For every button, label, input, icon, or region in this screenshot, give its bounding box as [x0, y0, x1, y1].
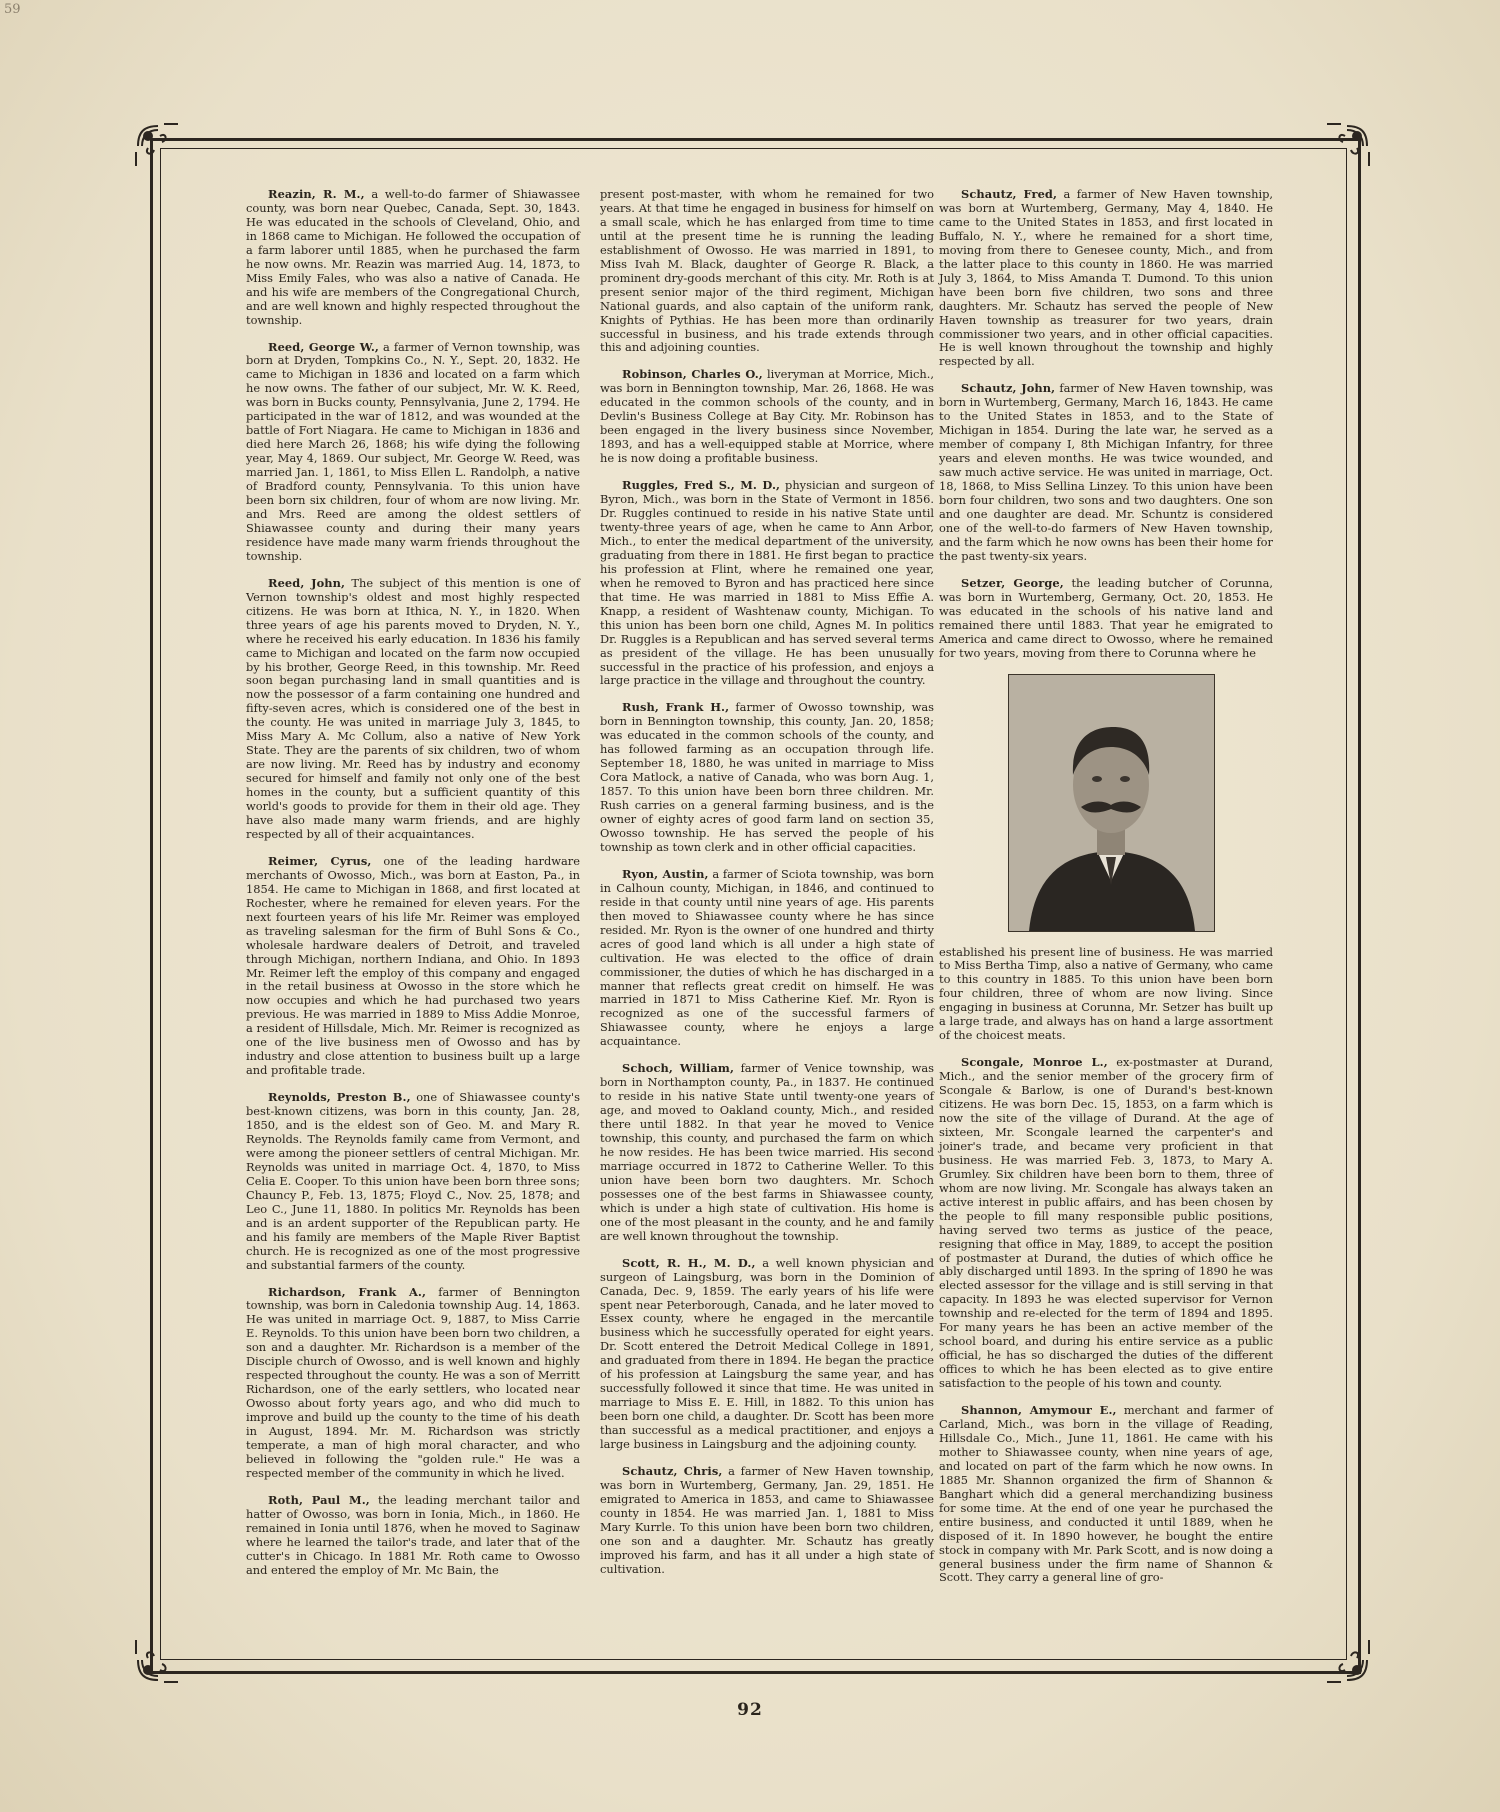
entry-text: one of the leading hardware merchants of Owosso, Mich., was born at Easton, Pa., in 1854. He came to Michigan in 1868, and first located at Rochester, where he remained for eleven years. For the next fourteen years of his life Mr. Reimer was employed as traveling salesman for the firm of Buhl Sons & Co., wholesale hardware dealers of Detroit, and traveled through Michigan, northern Indiana, and Ohio. In 1893 Mr. Reimer left the employ of this company and engaged in the retail business at Owosso in the store which he now occupies and which he had purchased two years previous. He was married in 1889 to Miss Addie Monroe, a resident of Hillsdale, Mich. Mr. Reimer is recognized as one of the live business men of Owosso and has by industry and close attention to business built up a large and profitable trade.: [246, 853, 580, 1078]
entry-text: one of Shiawassee county's best-known citizens, was born in this county, Jan. 28, 1850, and is the eldest son of Geo. M. and Mary R. Reynolds. The Reynolds family came from Vermont, and were among the pioneer settlers of central Michigan. Mr. Reynolds was united in marriage Oct. 4, 1870, to Miss Celia E. Cooper. To this union have been born three sons; Chauncy P., Feb. 13, 1875; Floyd C., Nov. 25, 1878; and Leo C., June 11, 1880. In politics Mr. Reynolds has been and is an ardent supporter of the Republican party. He and his family are members of the Maple River Baptist church. He is recognized as one of the most progressive and substantial farmers of the county.: [246, 1090, 580, 1272]
biography-entry: [246, 341, 580, 564]
biography-entry: [246, 855, 580, 1078]
page-number: 92: [737, 1700, 763, 1720]
entry-text: ex-postmaster at Durand, Mich., and the senior member of the grocery firm of Scongale & Barlow, is one of Durand's best-known citizens. He was born Dec. 15, 1853, on a farm which is now the site of the village of Durand. At the age of sixteen, Mr. Scongale learned the carpenter's and joiner's trade, and became very proficient in that business. He was married Feb. 3, 1873, to Mary A. Grumley. Six children have been born to them, three of whom are now living. Mr. Scongale has always taken an active interest in public affairs, and has been chosen by the people to fill many responsible public positions, having served two terms as justice of the peace, resigning that office in May, 1889, to accept the position of postmaster at Durand, the duties of which office he ably discharged until 1893. In the spring of 1890 he was elected assessor for the village and is still serving in that capacity. In 1893 he was elected supervisor for Vernon township and re-elected for the term of 1894 and 1895. For many years he has been an active member of the school board, and during his entire service as a public official, he has so discharged the duties of the different offices to which he has been elected as to give entire satisfaction to the people of his town and county.: [939, 1055, 1273, 1391]
entry-text: farmer of Venice township, was born in Northampton county, Pa., in 1837. He continued to reside in his native State until twenty-one years of age, and moved to Oakland county, Mich., and resided there until 1882. In that year he moved to Venice township, this county, and purchased the farm on which he now resides. He has been twice married. His second marriage occurred in 1872 to Catherine Weller. To this union have been born two daughters. Mr. Schoch possesses one of the best farms in Shiawassee county, which is under a high state of cultivation. His home is one of the most pleasant in the county, and he and family are well known throughout the township.: [600, 1061, 934, 1243]
entry-name: Schoch, William,: [622, 1061, 735, 1076]
entry-name: Rush, Frank H.,: [622, 700, 730, 715]
entry-name: Schautz, John,: [961, 381, 1056, 396]
biography-entry: [600, 479, 934, 688]
entry-text: a farmer of New Haven township, was born at Wurtemberg, Germany, May 4, 1840. He came to the United States in 1853, and first located in Buffalo, N. Y., where he remained for a short time, moving from there to Genesee county, Mich., and from the latter place to this county in 1860. He was married July 3, 1864, to Miss Amanda T. Dumond. To this union have been born five children, two sons and three daughters. Mr. Schautz has served the people of New Haven township as treasurer for two years, drain commissioner two years, and in other official capacities. He is well known throughout the township and highly respected by all.: [939, 187, 1273, 369]
biography-entry: [600, 1062, 934, 1243]
biography-entry: [600, 368, 934, 466]
biography-entry: [600, 1465, 934, 1577]
corner-ornament-icon: [1325, 122, 1371, 168]
biography-entry: [939, 946, 1273, 1044]
entry-text: farmer of New Haven township, was born in Wurtemberg, Germany, March 16, 1843. He came to the United States in 1853, and to the State of Michigan in 1854. During the late war, he served as a member of company I, 8th Michigan Infantry, for three years and eleven months. He was twice wounded, and saw much active service. He was united in marriage, Oct. 18, 1868, to Miss Sellina Linzey. To this union have been born four children, two sons and two daughters. One son and one daughter are dead. Mr. Schuntz is considered one of the well-to-do farmers of New Haven township, and the farm which he now owns has been their home for the past twenty-six years.: [939, 381, 1273, 563]
entry-name: Scott, R. H., M. D.,: [622, 1255, 756, 1270]
biography-entry: [600, 188, 934, 355]
entry-name: Reimer, Cyrus,: [268, 853, 372, 868]
corner-ornament-icon: [134, 122, 180, 168]
entry-name: Ruggles, Fred S., M. D.,: [622, 478, 781, 493]
entry-text: the leading merchant tailor and hatter of Owosso, was born in Ionia, Mich., in 1860. He remained in Ionia until 1876, when he moved to Saginaw where he learned the tailor's trade, and later that of the cutter's in Chicago. In 1881 Mr. Roth came to Owosso and entered the employ of Mr. Mc Bain, the: [246, 1492, 580, 1577]
entry-name: Shannon, Amymour E.,: [961, 1403, 1117, 1418]
entry-text: farmer of Bennington township, was born in Caledonia township Aug. 14, 1863. He was united in marriage Oct. 9, 1887, to Miss Carrie E. Reynolds. To this union have been born two children, a son and a daughter. Mr. Richardson is a member of the Disciple church of Owosso, and is well known and highly respected throughout the county. He was a son of Merritt Richardson, one of the early settlers, who located near Owosso about forty years ago, and who did much to improve and build up the county to the time of his death in August, 1894. Mr. M. Richardson was strictly temperate, a man of high moral character, and who believed in following the "golden rule." He was a respected member of the community in which he lived.: [246, 1284, 580, 1480]
entry-text: present post-master, with whom he remained for two years. At that time he engaged in business for himself on a small scale, which he has enlarged from time to time until at the present time he is running the leading establishment of Owosso. He was married in 1891, to Miss Ivah M. Black, daughter of George R. Black, a prominent dry-goods merchant of this city. Mr. Roth is at present senior major of the third regiment, Michigan National guards, and also captain of the uniform rank, Knights of Pythias. He has been more than ordinarily successful in business, and his trade extends through this and adjoining counties.: [600, 187, 934, 355]
portrait-photo: [1008, 674, 1215, 932]
entry-name: Ryon, Austin,: [622, 866, 709, 881]
entry-name: Setzer, George,: [961, 575, 1064, 590]
entry-text: physician and surgeon of Byron, Mich., was born in the State of Vermont in 1856. Dr. Ruggles continued to reside in his native State until twenty-three years of age, when he came to Ann Arbor, Mich., to enter the medical department of the university, graduating from there in 1881. He first began to practice his profession at Flint, where he remained one year, when he removed to Byron and has practiced here since that time. He was married in 1881 to Miss Effie A. Knapp, a resident of Washtenaw county, Michigan. To this union has been born one child, Agnes M. In politics Dr. Ruggles is a Republican and has served several terms as president of the village. He has been unusually successful in the practice of his profession, and enjoys a large practice in the village and throughout the country.: [600, 478, 934, 688]
entry-text: established his present line of business. He was married to Miss Bertha Timp, also a native of Germany, who came to this country in 1885. To this union have been born four children, three of whom are now living. Since engaging in business at Corunna, Mr. Setzer has built up a large trade, and always has on hand a large assortment of the choicest meats.: [939, 944, 1273, 1043]
text-column-1: [246, 188, 580, 1591]
entry-name: Richardson, Frank A.,: [268, 1284, 427, 1299]
biography-entry: [939, 577, 1273, 661]
biography-entry: [246, 188, 580, 328]
entry-name: Reazin, R. M.,: [268, 187, 365, 201]
biography-entry: [939, 1056, 1273, 1391]
biography-entry: [246, 1091, 580, 1272]
entry-name: Robinson, Charles O.,: [622, 367, 763, 382]
entry-name: Reynolds, Preston B.,: [268, 1090, 411, 1105]
corner-ornament-icon: [134, 1638, 180, 1684]
entry-name: Schautz, Fred,: [961, 187, 1058, 201]
biography-entry: [246, 577, 580, 842]
entry-text: the leading butcher of Corunna, was born in Wurtemberg, Germany, Oct. 20, 1853. He was educated in the schools of his native land and remained there until 1883. That year he emigrated to America and came direct to Owosso, where he remained for two years, moving from there to Corunna where he: [939, 575, 1273, 660]
entry-text: merchant and farmer of Carland, Mich., was born in the village of Reading, Hillsdale Co., Mich., June 11, 1861. He came with his mother to Shiawassee county, when nine years of age, and located on part of the farm which he now owns. In 1885 Mr. Shannon organized the firm of Shannon & Banghart which did a general merchandizing business for some time. At the end of one year he purchased the entire business, and conducted it until 1889, when he disposed of it. In 1890 however, he bought the entire stock in company with Mr. Park Scott, and is now doing a general business under the firm name of Shannon & Scott. They carry a general line of gro-: [939, 1403, 1273, 1585]
biography-entry: [939, 188, 1273, 369]
entry-text: a farmer of Vernon township, was born at Dryden, Tompkins Co., N. Y., Sept. 20, 1832. He came to Michigan in 1836 and located on a farm which he now owns. The father of our subject, Mr. W. K. Reed, was born in Bucks county, Pennsylvania, June 2, 1794. He participated in the war of 1812, and was wounded at the battle of Fort Niagara. He came to Michigan in 1836 and died here March 26, 1868; his wife dying the following year, May 4, 1869. Our subject, Mr. George W. Reed, was married Jan. 1, 1861, to Miss Ellen L. Randolph, a native of Bradford county, Pennsylvania. To this union have been born six children, four of whom are now living. Mr. and Mrs. Reed are among the oldest settlers of Shiawassee county and during their many years residence have made many warm friends throughout the township.: [246, 339, 581, 563]
entry-name: Reed, John,: [268, 575, 346, 590]
entry-name: Roth, Paul M.,: [268, 1492, 370, 1507]
biography-entry: [246, 1494, 580, 1578]
entry-text: farmer of Owosso township, was born in Bennington township, this county, Jan. 20, 1858; was educated in the common schools of the county, and has followed farming as an occupation through life. September 18, 1880, he was united in marriage to Miss Cora Matlock, a native of Canada, who was born Aug. 1, 1857. To this union have been born three children. Mr. Rush carries on a general farming business, and is the owner of eighty acres of good farm land on section 35, Owosso township. He has served the people of his township as town clerk and in other official capacities.: [600, 700, 934, 854]
entry-name: Schautz, Chris,: [622, 1464, 723, 1479]
entry-text: liveryman at Morrice, Mich., was born in Bennington township, Mar. 26, 1868. He was educated in the common schools of the county, and in Devlin's Business College at Bay City. Mr. Robinson has been engaged in the livery business since November, 1893, and has a well-equipped stable at Morrice, where he is now doing a profitable business.: [600, 367, 934, 466]
biography-entry: [600, 701, 934, 854]
entry-text: The subject of this mention is one of Vernon township's oldest and most highly respected citizens. He was born at Ithica, N. Y., in 1820. When three years of age his parents moved to Dryden, N. Y., where he received his early education. In 1836 his family came to Michigan and located on the farm now occupied by his brother, George Reed, in this township. Mr. Reed soon began purchasing land in small quantities and is now the possessor of a farm containing one hundred and fifty-seven acres, which is considered one of the best in the county. He was united in marriage July 3, 1845, to Miss Mary A. Mc Collum, also a native of New York State. They are the parents of six children, two of whom are now living. Mr. Reed has by industry and economy secured for himself and family not only one of the best homes in the county, but a sufficient quantity of this world's goods to provide for them in their old age. They have also made many warm friends, and are highly respected by all of their acquaintances.: [246, 575, 580, 841]
biography-entry: [939, 1404, 1273, 1585]
text-column-3: [939, 188, 1273, 1598]
entry-text: a well known physician and surgeon of Laingsburg, was born in the Dominion of Canada, Dec. 9, 1859. The early years of his life were spent near Peterborough, Canada, and he later moved to Essex county, where he engaged in the mercantile business which he successfully operated for eight years. Dr. Scott entered the Detroit Medical College in 1891, and graduated from there in 1894. He began the practice of his profession at Laingsburg the same year, and has successfully followed it since that time. He was united in marriage to Miss E. E. Hill, in 1882. To this union has been born one child, a daughter. Dr. Scott has been more than successful as a medical practitioner, and enjoys a large business in Laingsburg and the adjoining county.: [600, 1255, 934, 1452]
biography-entry: [600, 1257, 934, 1452]
entry-name: Scongale, Monroe L.,: [961, 1055, 1108, 1070]
entry-text: a well-to-do farmer of Shiawassee county, was born near Quebec, Canada, Sept. 30, 1843. He was educated in the schools of Cleveland, Ohio, and in 1868 came to Michigan. He followed the occupation of a farm laborer until 1885, when he purchased the farm he now owns. Mr. Reazin was married Aug. 14, 1873, to Miss Emily Fales, who was also a native of Canada. He and his wife are members of the Congregational Church, and are well known and highly respected throughout the township.: [246, 187, 580, 327]
entry-text: a farmer of New Haven township, was born in Wurtemberg, Germany, Jan. 29, 1851. He emigrated to America in 1853, and came to Shiawassee county in 1854. He was married Jan. 1, 1881 to Miss Mary Kurrle. To this union have been born two children, one son and a daughter. Mr. Schautz has greatly improved his farm, and has it all under a high state of cultivation.: [600, 1464, 934, 1576]
biography-entry: [246, 1286, 580, 1481]
biography-entry: [939, 382, 1273, 563]
corner-mark: 59: [4, 2, 21, 17]
corner-ornament-icon: [1325, 1638, 1371, 1684]
entry-text: a farmer of Sciota township, was born in Calhoun county, Michigan, in 1846, and continued to reside in that county until nine years of age. His parents then moved to Shiawassee county where he has since resided. Mr. Ryon is the owner of one hundred and thirty acres of good land which is all under a high state of cultivation. He was elected to the office of drain commissioner, the duties of which he has discharged in a manner that reflects great credit on himself. He was married in 1871 to Miss Catherine Kief. Mr. Ryon is recognized as one of the successful farmers of Shiawassee county, where he enjoys a large acquaintance.: [600, 866, 934, 1049]
entry-name: Reed, George W.,: [268, 339, 379, 354]
biography-entry: [600, 868, 934, 1049]
text-column-2: [600, 188, 934, 1590]
